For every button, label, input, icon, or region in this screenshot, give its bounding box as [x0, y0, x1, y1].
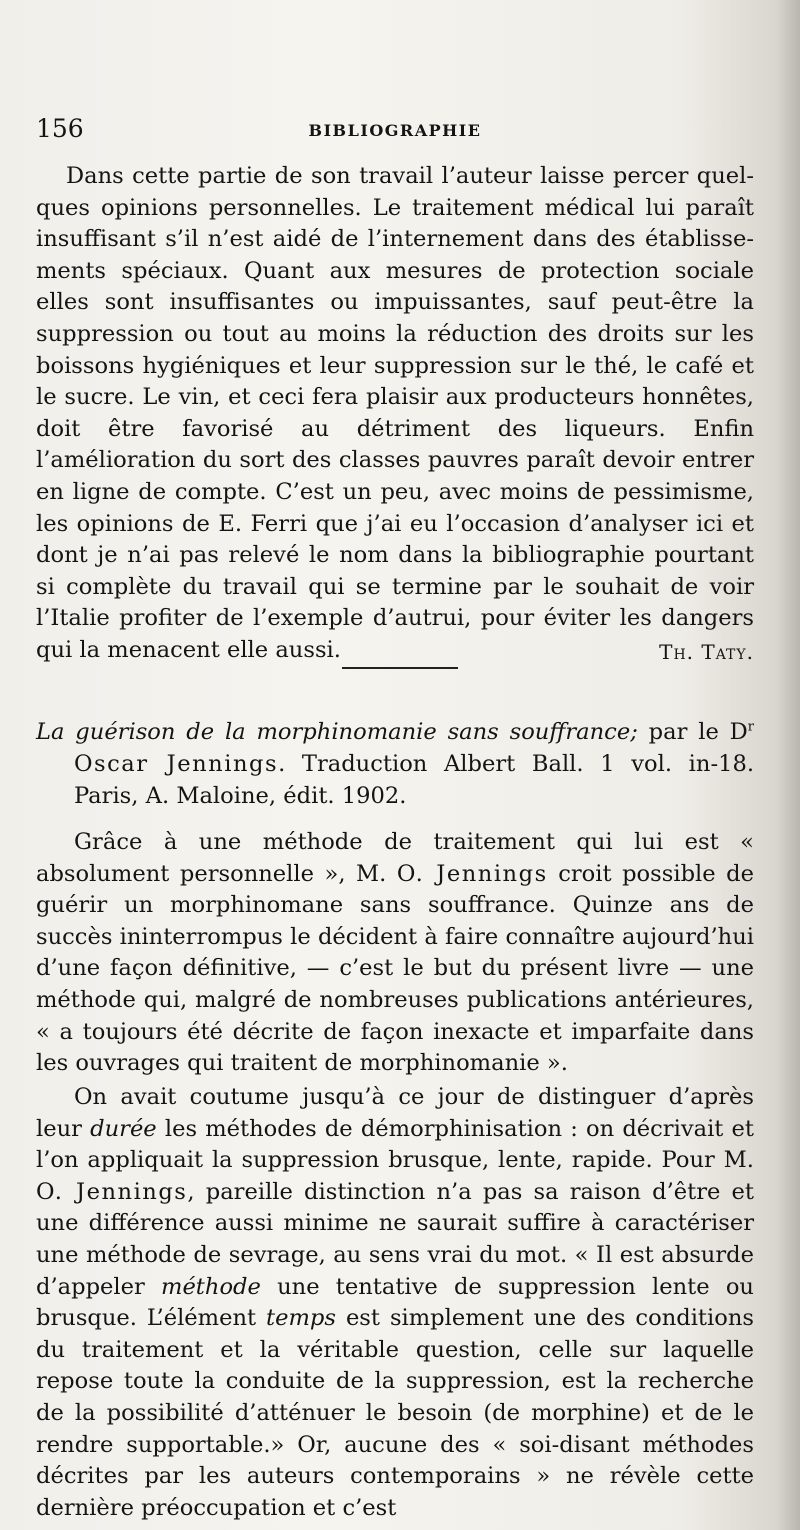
review-paragraph-2	[36, 827, 754, 1080]
text-run: On avait coutume jusqu’à ce jour de distinguer d’après leur	[36, 1084, 754, 1142]
page-number: 156	[36, 114, 84, 143]
review-paragraph-3	[36, 1082, 754, 1524]
section-divider	[342, 667, 458, 669]
citation-dr: D	[729, 719, 748, 745]
text-run: Grâce à une méthode de traitement qui lui est « absolument personnelle », M.	[36, 829, 754, 887]
text-run: croit possible de guérir un morphinomane sans souffrance. Quinze ans de succès ininterrompus le décident à faire connaître aujourd’hui d’une façon définitive, — c’est le but du présent livre — une méthode qui, malgré de nombreuses publications antérieures, « a toujours été décrite de façon inexacte et imparfaite dans les ouvrages qui traitent de morphinomanie ».	[36, 860, 754, 1077]
book-title: La guérison de la morphinomanie sans souffrance;	[36, 719, 638, 745]
author-name: O. Jennings	[36, 1178, 188, 1205]
citation-dr-sup: r	[747, 719, 754, 735]
book-citation	[36, 716, 754, 812]
review-paragraph: Dans cette partie de son travail l’auteur laisse percer quelques opinions personnelles. Le traitement médical lui paraît insuffisant s’il n’est aidé de l’internement dans des établissements spéciaux. Quant aux mesures de protection sociale elles sont insuffisantes ou impuissantes, sauf peut-être la suppression ou tout au moins la réduction des droits sur les boissons hygiéniques et leur suppression sur le thé, le café et le sucre. Le vin, et ceci fera plaisir aux producteurs honnêtes, doit être favorisé au détriment des liqueurs. Enfin l’amélioration du sort des classes pauvres paraît devoir entrer en ligne de compte. C’est un peu, avec moins de pessimisme, les opinions de E. Ferri que j’ai eu l’occasion d’analyser ici et dont je n’ai pas relevé le nom dans la bibliographie pourtant si complète du travail qui se termine par le souhait de voir l’Italie profiter de l’exemple d’autrui, pour éviter les dangers qui la menacent elle aussi.	[36, 163, 754, 663]
emphasis: méthode	[161, 1273, 261, 1300]
running-head: BIBLIOGRAPHIE	[308, 121, 482, 140]
text-run: , pareille distinction n’a pas sa raison d’être et une différence aussi minime ne saurait suffire à caractériser une méthode de sevrage, au sens vrai du mot. « Il est absurde d’appeler	[36, 1178, 754, 1300]
text-run: est simplement une des conditions du traitement et la véritable question, celle sur laquelle repose toute la conduite de la suppression, est la recherche de la possibilité d’atténuer le besoin (de morphine) et de le rendre supportable.» Or, aucune des « soi-disant méthodes décrites par les auteurs contemporains » ne révèle cette dernière préoccupation et c’est	[36, 1305, 754, 1521]
book-author: Oscar Jennings	[74, 751, 279, 777]
emphasis: durée	[90, 1115, 157, 1142]
author-name: O. Jennings	[396, 860, 548, 887]
text-run: les méthodes de démorphinisation : on décrivait et l’on appliquait la suppression brusque, lente, rapide. Pour M.	[36, 1115, 754, 1174]
emphasis: temps	[266, 1305, 336, 1332]
page-header	[36, 114, 754, 146]
citation-details: . Traduction Albert Ball. 1 vol. in-18. Paris, A. Maloine, édit. 1902.	[74, 751, 755, 809]
citation-by: par le	[648, 719, 719, 745]
reviewer-signature: Th. Taty.	[659, 640, 754, 664]
text-run: une tentative de suppression lente ou brusque. L’élément	[36, 1273, 754, 1332]
